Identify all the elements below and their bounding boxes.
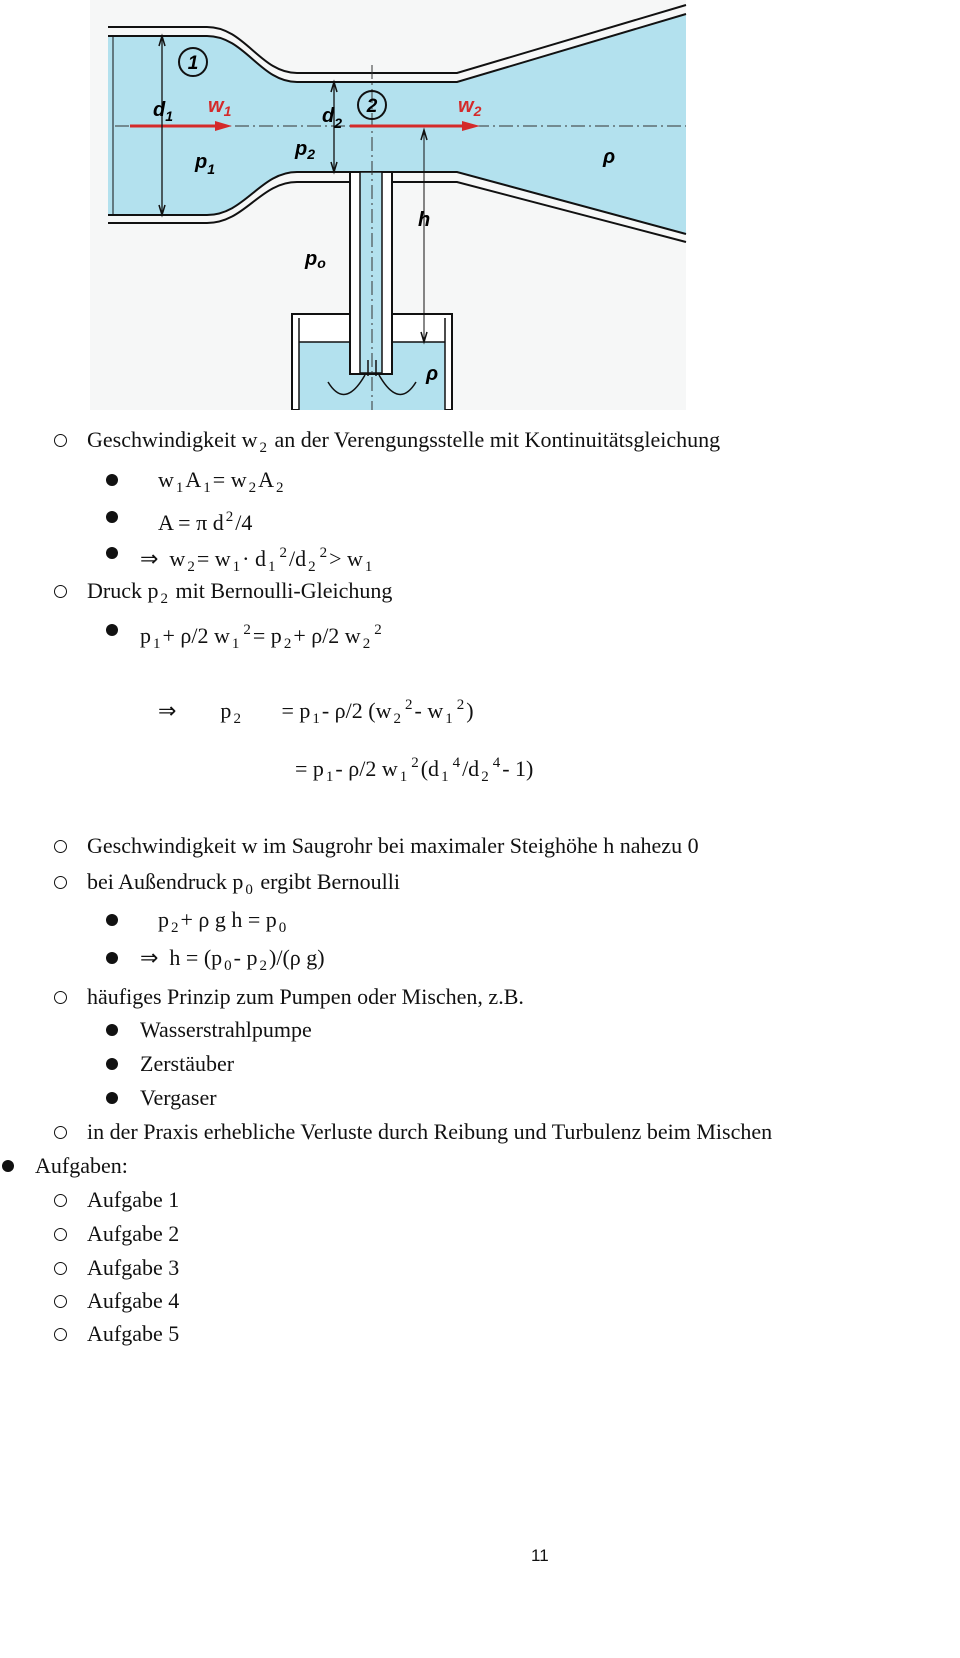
text-segment: /4	[235, 510, 253, 535]
filled-bullet-icon	[106, 624, 118, 636]
text-segment: w	[158, 467, 174, 492]
text-segment: = w	[212, 467, 247, 492]
text-segment: Aufgabe 2	[87, 1221, 180, 1246]
filled-bullet-icon	[106, 511, 118, 523]
subscript: 1	[364, 559, 373, 575]
text-segment: )/(ρ g)	[269, 945, 325, 970]
filled-bullet-icon	[106, 547, 118, 559]
superscript: 2	[411, 755, 419, 771]
p0-label: po	[305, 248, 326, 271]
list-item	[87, 1119, 772, 1145]
text-segment: p	[158, 907, 169, 932]
text-segment: )	[466, 698, 474, 723]
subscript: 0	[278, 920, 287, 936]
hollow-bullet-icon	[54, 840, 67, 853]
text-segment: Aufgabe 3	[87, 1255, 180, 1280]
text-segment: Wasserstrahlpumpe	[140, 1017, 312, 1042]
hollow-bullet-icon	[54, 1295, 67, 1308]
station-1-label: 1	[187, 53, 199, 74]
text-segment: > w	[329, 546, 363, 571]
subscript: 1	[441, 769, 449, 785]
subscript: 0	[224, 958, 232, 974]
list-item	[87, 869, 400, 903]
subscript: 1	[267, 559, 276, 575]
text-segment: Vergaser	[140, 1085, 217, 1110]
text-segment: Aufgaben:	[35, 1153, 128, 1178]
text-segment: (d	[420, 756, 440, 781]
text-segment: A	[258, 467, 274, 492]
text-segment: - p	[233, 945, 258, 970]
venturi-diagram	[0, 0, 960, 410]
text-segment: = p	[295, 756, 324, 781]
text-segment: p	[140, 623, 151, 648]
superscript: 2	[374, 622, 382, 638]
hollow-bullet-icon	[54, 991, 67, 1004]
subscript: 2	[160, 591, 168, 607]
list-item	[158, 467, 285, 501]
filled-bullet-icon	[106, 1092, 118, 1104]
text-segment: A	[185, 467, 202, 492]
filled-bullet-icon	[2, 1160, 14, 1172]
superscript: 4	[452, 755, 461, 771]
text-segment: Aufgabe 1	[87, 1187, 180, 1212]
subscript: 2	[481, 769, 489, 785]
subscript: 1	[231, 636, 240, 652]
list-item	[87, 1187, 179, 1213]
list-item	[87, 1255, 179, 1281]
subscript: 2	[259, 440, 267, 456]
hollow-bullet-icon	[54, 585, 67, 598]
subscript: 1	[312, 711, 320, 727]
hollow-bullet-icon	[54, 1126, 67, 1139]
text-segment: ⇒ h = (p	[140, 945, 223, 970]
hollow-bullet-icon	[54, 1228, 67, 1241]
rho-tank-label: ρ	[426, 363, 439, 385]
station-2-label: 2	[366, 96, 378, 117]
list-item	[87, 984, 524, 1010]
d1-label: $d_1$	[153, 99, 174, 124]
subscript: 2	[187, 559, 195, 575]
superscript: 2	[456, 697, 465, 713]
subscript: 2	[233, 711, 241, 727]
subscript: 1	[399, 769, 408, 785]
hollow-bullet-icon	[54, 1194, 67, 1207]
hollow-bullet-icon	[54, 1328, 67, 1341]
subscript: 1	[175, 480, 184, 496]
text-segment: Zerstäuber	[140, 1051, 235, 1076]
subscript: 2	[283, 636, 292, 652]
filled-bullet-icon	[106, 1058, 118, 1070]
list-item	[87, 578, 392, 612]
list-item	[140, 540, 374, 580]
text-segment: + ρ/2 w	[162, 623, 230, 648]
list-item	[140, 945, 325, 979]
list-item	[140, 1051, 234, 1077]
text-segment: ergibt Bernoulli	[254, 869, 400, 894]
list-item	[295, 750, 533, 790]
subscript: 2	[248, 480, 257, 496]
text-segment: /d	[462, 756, 480, 781]
list-item	[87, 833, 699, 859]
w2-label: $w_2$	[458, 95, 482, 119]
text-segment: bei Außendruck p	[87, 869, 244, 894]
text-segment: an der Verengungsstelle mit Kontinuitätsgleichung	[268, 427, 721, 452]
filled-bullet-icon	[106, 914, 118, 926]
p1-label: $p_1$	[195, 151, 216, 177]
text-segment: = p	[242, 698, 311, 723]
text-segment: · d	[242, 546, 266, 571]
d2-label: $d_2$	[322, 105, 343, 131]
superscript: 2	[405, 697, 413, 713]
text-segment: in der Praxis erhebliche Verluste durch Reibung und Turbulenz beim Mischen	[87, 1119, 773, 1144]
text-segment: ⇒ p	[158, 698, 232, 723]
text-segment: - ρ/2 (w	[321, 698, 392, 723]
h-label: h	[418, 209, 431, 231]
hollow-bullet-icon	[54, 876, 67, 889]
list-item	[87, 1221, 179, 1247]
text-segment: - 1)	[502, 756, 534, 781]
text-segment: häufiges Prinzip zum Pumpen oder Mischen, z.B.	[87, 984, 524, 1009]
text-segment: ⇒ w	[140, 546, 186, 571]
list-item	[140, 617, 384, 657]
subscript: 2	[393, 711, 401, 727]
text-segment: = p	[252, 623, 282, 648]
text-segment: - ρ/2 w	[335, 756, 398, 781]
subscript: 2	[259, 958, 267, 974]
p2-label: $p_2$	[295, 138, 316, 162]
text-segment: Geschwindigkeit w	[87, 427, 258, 452]
list-item	[140, 1085, 217, 1111]
subscript: 1	[232, 559, 241, 575]
subscript: 1	[153, 636, 161, 652]
subscript: 0	[245, 882, 253, 898]
list-item	[140, 1017, 312, 1043]
superscript: 2	[225, 509, 234, 525]
subscript: 2	[171, 920, 179, 936]
list-item	[87, 1321, 179, 1347]
filled-bullet-icon	[106, 952, 118, 964]
text-segment: + ρ g h = p	[180, 907, 277, 932]
subscript: 1	[203, 480, 211, 496]
w1-label: $w_1$	[208, 95, 232, 119]
text-segment: Druck p	[87, 578, 159, 603]
hollow-bullet-icon	[54, 434, 67, 447]
text-segment: Aufgabe 5	[87, 1321, 180, 1346]
hollow-bullet-icon	[54, 1262, 67, 1275]
page-number: 11	[531, 1546, 549, 1565]
text-segment: Geschwindigkeit w im Saugrohr bei maximaler Steighöhe h nahezu 0	[87, 833, 699, 858]
subscript: 2	[362, 636, 371, 652]
superscript: 4	[492, 755, 501, 771]
text-segment: = w	[196, 546, 231, 571]
superscript: 2	[279, 545, 287, 561]
list-item	[87, 427, 720, 461]
list-item	[87, 1288, 179, 1314]
filled-bullet-icon	[106, 1024, 118, 1036]
list-item	[158, 907, 288, 941]
subscript: 1	[445, 711, 453, 727]
superscript: 2	[243, 622, 251, 638]
filled-bullet-icon	[106, 474, 118, 486]
list-item	[35, 1153, 128, 1179]
subscript: 2	[275, 480, 284, 496]
text-segment: - w	[414, 698, 444, 723]
subscript: 2	[308, 559, 316, 575]
text-segment: mit Bernoulli-Gleichung	[169, 578, 393, 603]
subscript: 1	[325, 769, 334, 785]
superscript: 2	[319, 545, 328, 561]
text-segment: + ρ/2 w	[293, 623, 361, 648]
text-segment: /d	[288, 546, 307, 571]
rho-pipe-label: ρ	[603, 146, 616, 168]
list-item	[158, 504, 252, 536]
text-segment: A = π d	[158, 510, 224, 535]
list-item	[158, 692, 474, 732]
text-segment: Aufgabe 4	[87, 1288, 180, 1313]
